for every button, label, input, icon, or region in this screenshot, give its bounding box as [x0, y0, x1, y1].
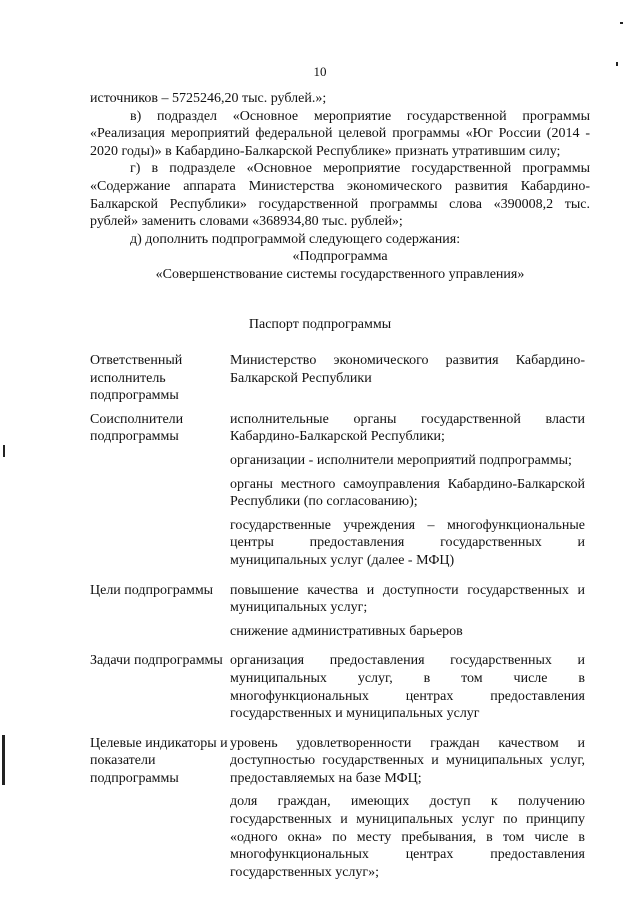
scan-mark-right: [616, 62, 618, 66]
row-label: Задачи подпрограммы: [90, 653, 223, 669]
row-item: организация предоставления государственных и муниципальных услуг, в том числе в многофункциональных центрах предоставления государственных и муниципальных услуг: [230, 653, 585, 722]
subprogram-title: «Совершенствование системы государственного управления»: [155, 266, 525, 282]
passport-row-coexecutors: [90, 411, 590, 576]
page-number: 10: [313, 64, 327, 79]
scan-mark-top-right: [620, 22, 623, 24]
passport-row-responsible: [90, 352, 590, 405]
row-item: организации - исполнители мероприятий подпрограммы;: [230, 452, 572, 468]
scan-mark-left-upper: [3, 445, 5, 457]
row-content: [230, 735, 585, 888]
scan-mark-left-lower: [2, 735, 5, 785]
body-text: [90, 90, 590, 284]
row-item: уровень удовлетворенности граждан качеством и доступностью государственных и муниципальных услуг, предоставляемых на базе МФЦ;: [230, 735, 585, 786]
row-label: Целевые индикаторы и показатели подпрограммы: [90, 735, 228, 786]
paragraph-d: д) дополнить подпрограммой следующего содержания:: [130, 231, 461, 247]
subprogram-heading: «Подпрограмма: [292, 249, 388, 265]
paragraph-sources-total: источников – 5725246,20 тыс. рублей.»;: [90, 91, 327, 106]
passport-title: Паспорт подпрограммы: [248, 317, 392, 332]
row-label: Цели подпрограммы: [90, 582, 214, 598]
row-label: Ответственный исполнитель подпрограммы: [90, 353, 183, 404]
row-item: исполнительные органы государственной власти Кабардино-Балкарской Республики;: [230, 411, 585, 445]
paragraph-g: г) в подразделе «Основное мероприятие государственной программы «Содержание аппарата Министерства экономического развития Кабардино-Балкарской Республики» государственной программы слова «390008,2 тыс. рублей» заменить словами «368934,80 тыс. рублей»;: [90, 161, 590, 230]
row-item: органы местного самоуправления Кабардино-Балкарской Республики (по согласованию);: [230, 476, 585, 510]
row-item: Министерство экономического развития Кабардино-Балкарской Республики: [230, 353, 585, 386]
row-content: [230, 411, 585, 576]
passport-row-indicators: [90, 735, 590, 888]
row-content: [230, 652, 585, 728]
row-item: государственные учреждения – многофункциональные центры предоставления государственных и муниципальных услуг (далее - МФЦ): [230, 517, 585, 568]
row-content: [230, 352, 585, 405]
row-label: Соисполнители подпрограммы: [90, 411, 184, 445]
passport-row-goals: [90, 582, 590, 647]
row-content: [230, 582, 585, 647]
paragraph-v: в) подраздел «Основное мероприятие государственной программы «Реализация мероприятий федеральной целевой программы «Юг России (2014 - 2020 годы)» в Кабардино-Балкарской Республике» признать утратившим силу;: [90, 108, 590, 159]
row-item: доля граждан, имеющих доступ к получению государственных и муниципальных услуг по принципу «одного окна» по месту пребывания, в том числе в многофункциональных центрах предоставления государственных услуг»;: [230, 794, 585, 880]
row-item: повышение качества и доступности государственных и муниципальных услуг;: [230, 582, 585, 616]
passport-row-tasks: [90, 652, 590, 728]
row-item: снижение административных барьеров: [230, 623, 463, 639]
passport-table: [90, 352, 590, 893]
